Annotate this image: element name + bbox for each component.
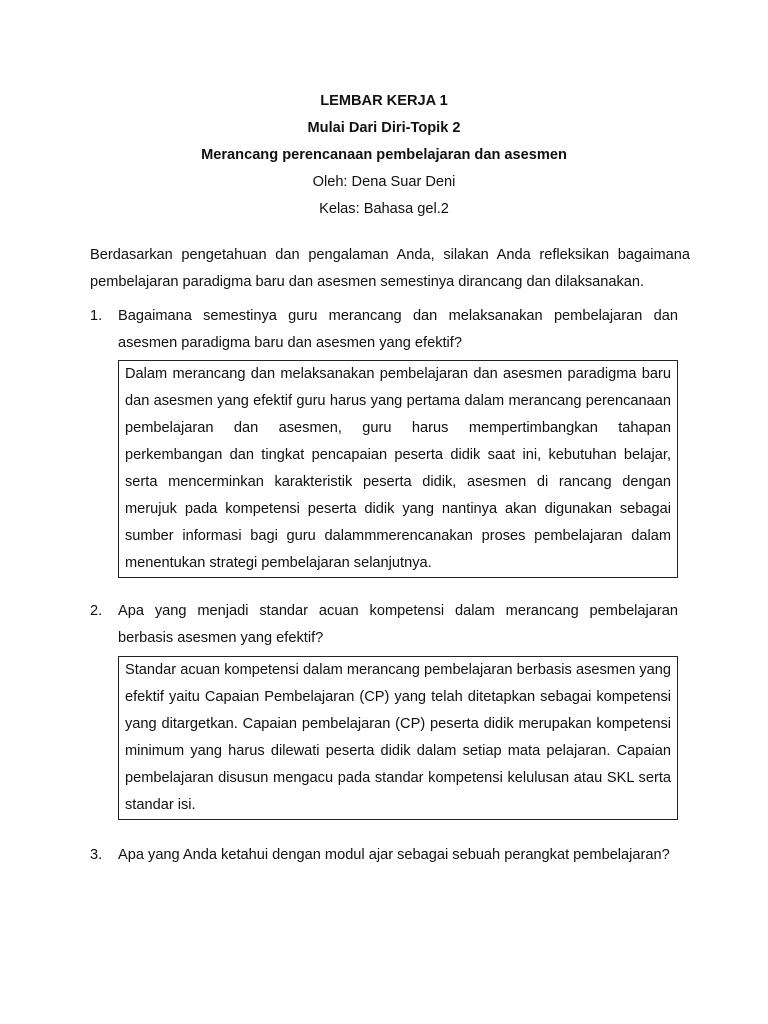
intro-paragraph: Berdasarkan pengetahuan dan pengalaman Anda, silakan Anda refleksikan bagaimana pembelajaran paradigma baru dan asesmen semestinya dirancang dan dilaksanakan. — [90, 247, 690, 290]
answer-text: Standar acuan kompetensi dalam merancang pembelajaran berbasis asesmen yang efektif yaitu Capaian Pembelajaran (CP) yang telah ditetapkan sebagai kompetensi yang ditargetkan. Capaian pembelajaran (CP) peserta didik merupakan kompetensi minimum yang harus dilewati peserta didik dalam setiap mata pelajaran. Capaian pembelajaran disusun mengacu pada standar kompetensi kelulusan atau SKL serta standar isi. — [125, 662, 671, 813]
answer-box-1 — [118, 360, 678, 578]
question-1 — [90, 303, 678, 357]
question-text: Bagaimana semestinya guru merancang dan melaksanakan pembelajaran dan asesmen paradigma baru dan asesmen yang efektif? — [118, 308, 678, 351]
document-header — [90, 88, 678, 223]
question-text: Apa yang menjadi standar acuan kompetensi dalam merancang pembelajaran berbasis asesmen yang efektif? — [118, 603, 678, 646]
question-3 — [90, 842, 678, 869]
worksheet-title: LEMBAR KERJA 1 — [320, 93, 448, 109]
answer-box-2 — [118, 656, 678, 820]
question-number: 3. — [90, 847, 103, 863]
worksheet-topic: Merancang perencanaan pembelajaran dan asesmen — [201, 147, 567, 163]
class-line: Kelas: Bahasa gel.2 — [319, 201, 449, 217]
answer-text: Dalam merancang dan melaksanakan pembelajaran dan asesmen paradigma baru dan asesmen yang efektif guru harus yang pertama dalam merancang perencanaan pembelajaran dan asesmen, guru harus mempertimbangkan tahapan perkembangan dan tingkat pencapaian peserta didik saat ini, kebutuhan belajar, serta mencerminkan karakteristik peserta didik, asesmen di rancang dengan merujuk pada kompetensi peserta didik yang nantinya akan digunakan sebagai sumber informasi bagi guru dalammmerencanakan proses pembelajaran dalam menentukan strategi pembelajaran selanjutnya. — [125, 366, 671, 571]
question-2 — [90, 598, 678, 652]
author-line: Oleh: Dena Suar Deni — [312, 174, 456, 190]
question-number: 2. — [90, 603, 103, 619]
worksheet-subtitle: Mulai Dari Diri-Topik 2 — [307, 120, 461, 136]
question-text: Apa yang Anda ketahui dengan modul ajar sebagai sebuah perangkat pembelajaran? — [118, 847, 670, 863]
question-number: 1. — [90, 308, 103, 324]
